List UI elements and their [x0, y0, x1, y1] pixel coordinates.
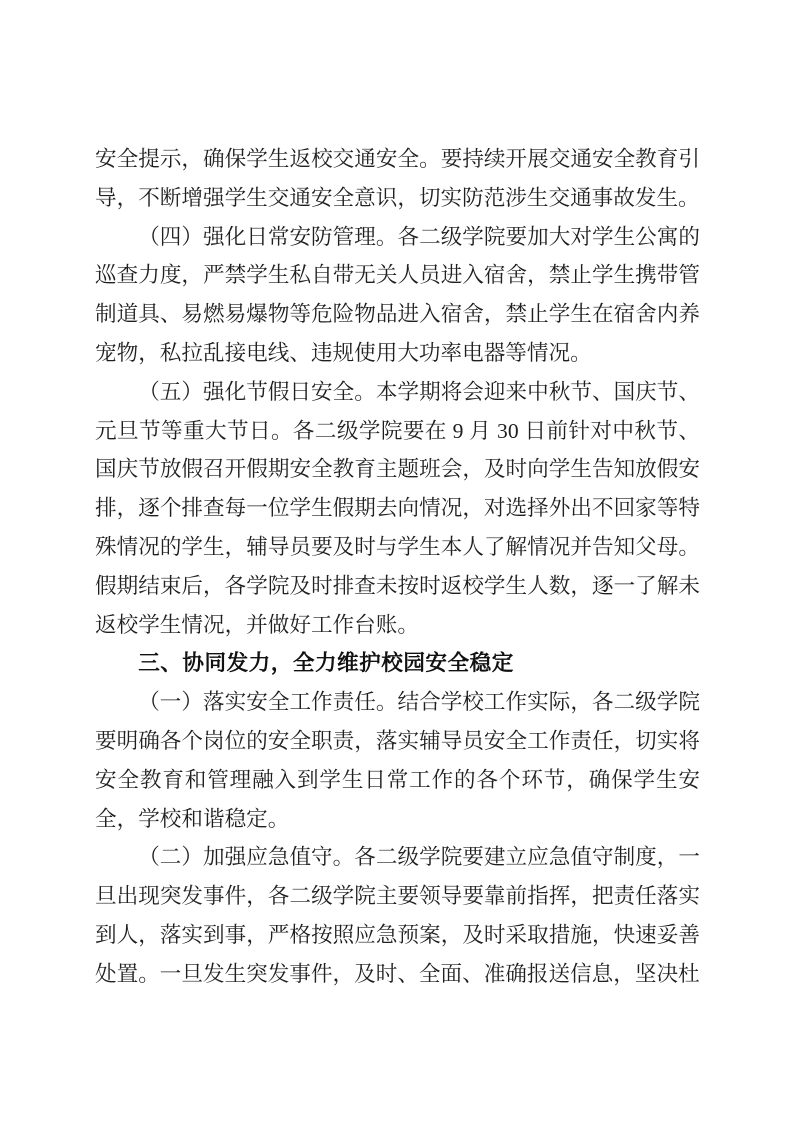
section-heading-3: 三、协同发力，全力维护校园安全稳定 [138, 650, 514, 676]
paragraph-continuation-traffic-safety: 安全提示，确保学生返校交通安全。要持续开展交通安全教育引导，不断增强学生交通安全意识，切实防范涉生交通事故发生。 [95, 147, 700, 210]
paragraph-item-2-emergency-duty: （二）加强应急值守。各二级学院要建立应急值守制度，一旦出现突发事件，各二级学院主要领导要靠前指挥，把责任落实到人，落实到事，严格按照应急预案，及时采取措施，快速妥善处置。一旦发生突发事件，及时、全面、准确报送信息，坚决杜 [95, 845, 700, 986]
paragraph-item-1-safety-responsibility: （一）落实安全工作责任。结合学校工作实际，各二级学院要明确各个岗位的安全职责，落实辅导员安全工作责任，切实将安全教育和管理融入到学生日常工作的各个环节，确保学生安全，学校和谐稳定。 [95, 690, 700, 831]
paragraph-item-4-daily-security: （四）强化日常安防管理。各二级学院要加大对学生公寓的巡查力度，严禁学生私自带无关人员进入宿舍，禁止学生携带管制道具、易燃易爆物等危险物品进入宿舍，禁止学生在宿舍内养宠物，私拉乱接电线、违规使用大功率电器等情况。 [95, 224, 700, 365]
document-text-block [95, 140, 700, 994]
paragraph-item-5-holiday-safety: （五）强化节假日安全。本学期将会迎来中秋节、国庆节、元旦节等重大节日。各二级学院要在 9 月 30 日前针对中秋节、国庆节放假召开假期安全教育主题班会，及时向学生告知放假安排，逐个排查每一位学生假期去向情况，对选择外出不回家等特殊情况的学生，辅导员要及时与学生本人了解情况并告知父母。假期结束后，各学院及时排查未按时返校学生人数，逐一了解未返校学生情况，并做好工作台账。 [95, 379, 700, 637]
